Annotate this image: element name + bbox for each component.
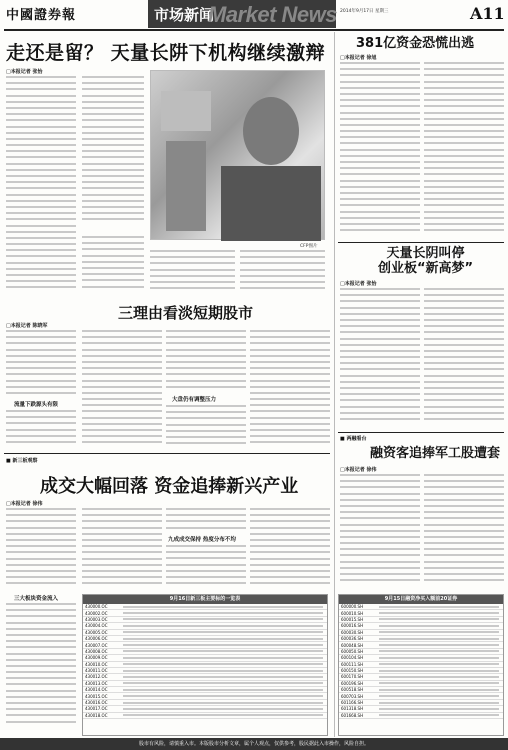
side1-body-col2 [424, 62, 504, 240]
lower-body-col2 [82, 508, 162, 590]
left-table-cell-placeholder [123, 663, 323, 665]
side1-headline: 381亿资金恐慌出逃 [356, 36, 475, 51]
lower-byline: □本报记者 徐伟 [6, 501, 43, 507]
right-table-cell-placeholder [379, 638, 499, 640]
left-table-cell-placeholder [123, 695, 323, 697]
right-table-cell-placeholder [379, 714, 499, 716]
page-number: A11 [470, 4, 505, 23]
main-body-col2 [82, 76, 144, 226]
left-table-cell-placeholder [123, 612, 323, 614]
left-table-code: 430013.OC [85, 680, 108, 686]
left-table-code: 430007.OC [85, 642, 108, 648]
left-table-code: 430004.OC [85, 623, 108, 629]
right-table-cell-placeholder [379, 702, 499, 704]
lower-body-col4 [250, 508, 330, 590]
lower-body-col1b [6, 603, 76, 733]
right-table-cell-placeholder [379, 612, 499, 614]
right-table-cell-placeholder [379, 708, 499, 710]
side1-body-col1 [340, 62, 420, 240]
section-divider [4, 453, 330, 454]
lower-subhead-2: 九成成交保持 热度分布不均 [168, 537, 236, 543]
right-table-code: 600000.SH [341, 604, 364, 610]
right-table-code: 600170.SH [341, 674, 364, 680]
photo-caption: CFP图片 [300, 244, 318, 249]
right-table-code: 601668.SH [341, 712, 364, 718]
middle-byline: □本报记者 陈晓军 [6, 323, 48, 329]
left-table-cell-placeholder [123, 618, 323, 620]
right-table-code: 600010.SH [341, 610, 364, 616]
right-table-code: 600016.SH [341, 623, 364, 629]
side-divider-2 [338, 432, 504, 433]
side3-kicker: ■ 两融看台 [340, 436, 367, 442]
middle-subhead-1: 流量下跌源头有限 [14, 402, 59, 408]
right-table-cell-placeholder [379, 631, 499, 633]
right-table-cell-placeholder [379, 657, 499, 659]
right-table-cell-placeholder [379, 663, 499, 665]
right-table-code: 600518.SH [341, 687, 364, 693]
left-table-cell-placeholder [123, 606, 323, 608]
right-table-cell-placeholder [379, 682, 499, 684]
left-table-cell-placeholder [123, 631, 323, 633]
dateline: 2014年9月17日 星期三 [340, 9, 389, 14]
main-body-col3 [150, 250, 235, 296]
left-table-cell-placeholder [123, 625, 323, 627]
main-body-col4 [240, 250, 325, 296]
photo-figure-icon [151, 71, 326, 241]
side3-headline: 融资客追捧军工股遭套 [370, 446, 501, 461]
right-table-code: 600104.SH [341, 655, 364, 661]
main-headline: 走还是留？ 天量长阱下机构继续激辩 [6, 42, 326, 64]
left-table-code: 430002.OC [85, 610, 108, 616]
new-board-table-title: 9月16日新三板主要标的一览表 [83, 595, 327, 604]
new-board-table [82, 594, 328, 736]
lower-body-col3 [166, 508, 246, 533]
right-table-cell-placeholder [379, 670, 499, 672]
left-table-cell-placeholder [123, 714, 323, 716]
left-table-code: 430011.OC [85, 668, 108, 674]
right-table-cell-placeholder [379, 644, 499, 646]
side-divider-1 [338, 242, 504, 243]
left-table-cell-placeholder [123, 670, 323, 672]
section-title-en: Market News [208, 2, 338, 27]
right-table-code: 600015.SH [341, 616, 364, 622]
column-divider [334, 32, 335, 737]
left-table-code: 430012.OC [85, 674, 108, 680]
side3-byline: □本报记者 徐伟 [340, 467, 377, 473]
middle-body-col3 [166, 330, 246, 392]
left-table-code: 430006.OC [85, 636, 108, 642]
left-table-cell-placeholder [123, 638, 323, 640]
middle-body-col2 [82, 330, 162, 450]
right-table-code: 600703.SH [341, 693, 364, 699]
middle-body-col4 [250, 330, 330, 450]
right-table-code: 600196.SH [341, 680, 364, 686]
right-table-code: 601166.SH [341, 700, 364, 706]
main-photo [150, 70, 325, 240]
side3-body-col1 [340, 474, 420, 592]
main-body-col1 [6, 76, 76, 296]
middle-subhead-2: 大盘仍有调整压力 [172, 397, 217, 403]
left-table-cell-placeholder [123, 702, 323, 704]
right-table-cell-placeholder [379, 606, 499, 608]
side2-headline: 天量长阴叫停 创业板“新高梦” [378, 246, 474, 276]
right-table-cell-placeholder [379, 676, 499, 678]
right-table-code: 600036.SH [341, 636, 364, 642]
left-table-cell-placeholder [123, 657, 323, 659]
lower-subhead-1: 三大板块资金流入 [14, 596, 59, 602]
right-table-code: 600048.SH [341, 642, 364, 648]
left-table-code: 430009.OC [85, 655, 108, 661]
right-table-code: 600111.SH [341, 661, 364, 667]
left-table-code: 430016.OC [85, 700, 108, 706]
left-table-code: 430003.OC [85, 616, 108, 622]
side2-body-col2 [424, 288, 504, 430]
right-table-code: 600150.SH [341, 668, 364, 674]
left-table-cell-placeholder [123, 708, 323, 710]
side3-body-col2 [424, 474, 504, 592]
right-table-cell-placeholder [379, 650, 499, 652]
right-table-code: 600030.SH [341, 629, 364, 635]
side2-byline: □本报记者 张怡 [340, 281, 377, 287]
margin-table [338, 594, 504, 736]
lower-body-col3b [166, 545, 246, 590]
middle-body-col1b [6, 410, 76, 450]
side2-body-col1 [340, 288, 420, 430]
table-row [339, 713, 503, 719]
middle-body-col3b [166, 405, 246, 450]
new-board-table-rows [83, 604, 327, 719]
left-table-code: 430010.OC [85, 661, 108, 667]
kicker-label: ■ 新三板观察 [6, 458, 38, 464]
lower-body-col1 [6, 508, 76, 593]
left-table-code: 430015.OC [85, 693, 108, 699]
section-title: 市场新闻 [154, 6, 215, 24]
left-table-code: 430008.OC [85, 648, 108, 654]
middle-body-col1 [6, 330, 76, 400]
masthead-paper: 中國證券報 [6, 8, 77, 23]
left-table-cell-placeholder [123, 689, 323, 691]
left-table-code: 430017.OC [85, 706, 108, 712]
side1-byline: □本报记者 徐旭 [340, 55, 377, 61]
left-table-cell-placeholder [123, 676, 323, 678]
left-table-cell-placeholder [123, 682, 323, 684]
right-table-cell-placeholder [379, 625, 499, 627]
right-table-cell-placeholder [379, 618, 499, 620]
left-table-code: 430005.OC [85, 629, 108, 635]
right-table-code: 600050.SH [341, 648, 364, 654]
right-table-cell-placeholder [379, 695, 499, 697]
page-footer: 股市有风险，请慎重入市。本版股市分析文章，属个人观点，仅供参考，股民据此入市操作，风险自担。 [0, 738, 508, 750]
middle-headline: 三理由看淡短期股市 [118, 304, 254, 322]
masthead-rule [4, 29, 504, 31]
margin-table-title: 9月15日融资净买入额前20证券 [339, 595, 503, 604]
main-byline: □本报记者 张怡 [6, 69, 43, 75]
main-body-col2b [82, 236, 144, 296]
left-table-code: 430018.OC [85, 712, 108, 718]
right-table-cell-placeholder [379, 689, 499, 691]
margin-table-rows [339, 604, 503, 719]
left-table-cell-placeholder [123, 644, 323, 646]
lower-headline: 成交大幅回落 资金追捧新兴产业 [40, 476, 299, 497]
left-table-code: 430000.OC [85, 604, 108, 610]
left-table-code: 430014.OC [85, 687, 108, 693]
right-table-code: 601318.SH [341, 706, 364, 712]
left-table-cell-placeholder [123, 650, 323, 652]
table-row [83, 713, 327, 719]
